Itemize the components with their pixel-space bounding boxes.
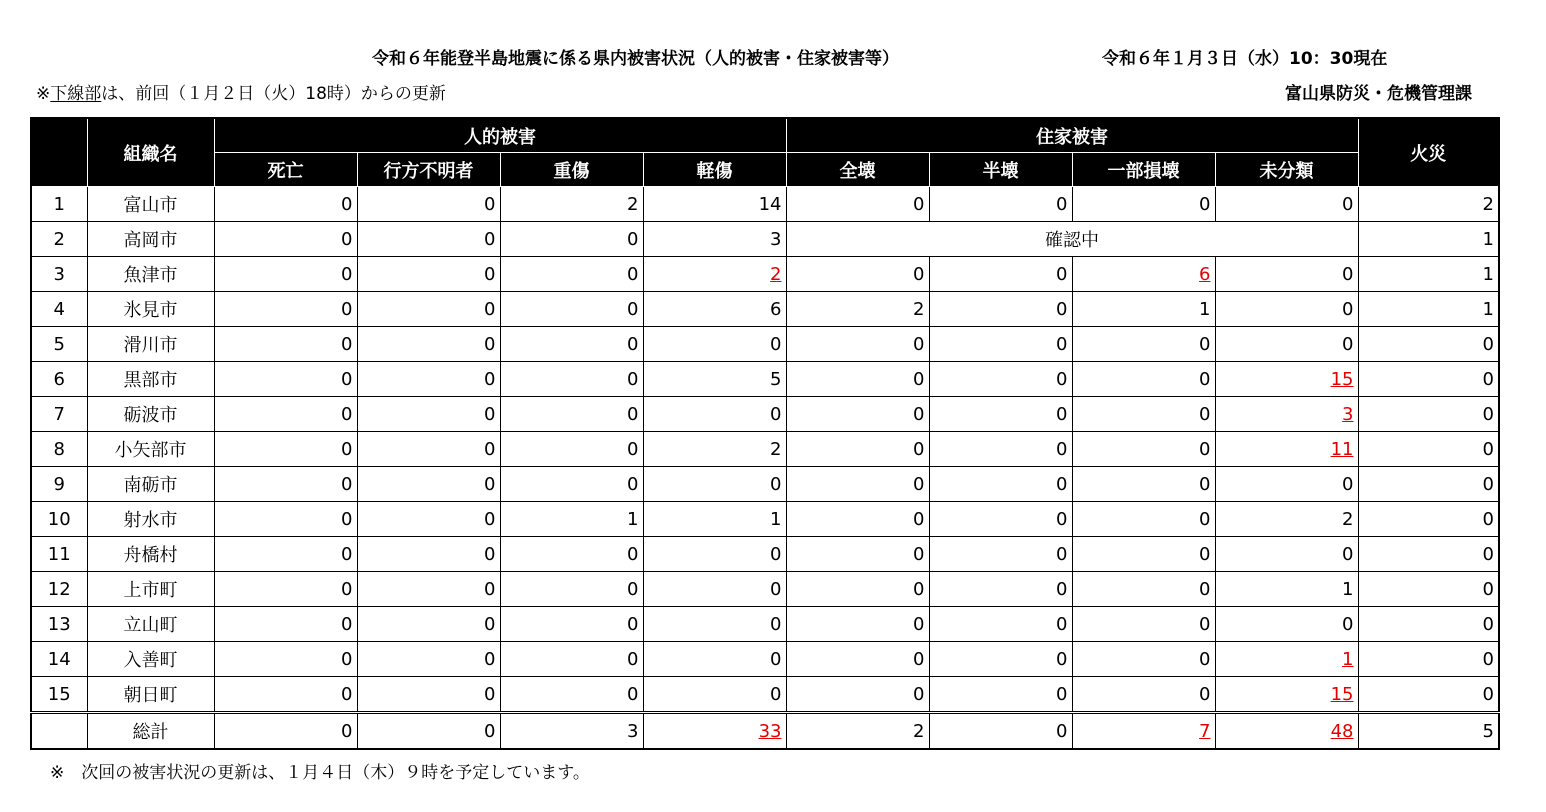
header-fire: 火災 <box>1358 118 1499 187</box>
total-collapse-value: 0 <box>786 397 929 432</box>
missing-value: 0 <box>357 537 500 572</box>
deaths-value: 0 <box>214 327 357 362</box>
municipality-name: 朝日町 <box>87 677 214 713</box>
fire-value: 0 <box>1358 432 1499 467</box>
total-collapse-value: 0 <box>786 327 929 362</box>
total-collapse-value: 0 <box>786 677 929 713</box>
half-collapse-value: 0 <box>929 537 1072 572</box>
total-half-collapse: 0 <box>929 713 1072 750</box>
fire-value: 0 <box>1358 537 1499 572</box>
missing-value: 0 <box>357 642 500 677</box>
department-name: 富山県防災・危機管理課 <box>1285 84 1472 104</box>
partial-damage-value: 0 <box>1072 327 1215 362</box>
unclassified-value <box>1215 397 1358 432</box>
fire-value: 1 <box>1358 222 1499 257</box>
minor-injury-value <box>643 257 786 292</box>
table-row <box>31 502 1499 537</box>
unclassified-value: 0 <box>1215 292 1358 327</box>
header-half-collapse: 半壊 <box>929 153 1072 187</box>
serious-injury-value: 1 <box>500 502 643 537</box>
municipality-name: 高岡市 <box>87 222 214 257</box>
fire-value: 0 <box>1358 607 1499 642</box>
municipality-name: 黒部市 <box>87 362 214 397</box>
fire-value: 0 <box>1358 572 1499 607</box>
row-number: 12 <box>31 572 87 607</box>
total-collapse-value: 2 <box>786 292 929 327</box>
row-number: 1 <box>31 187 87 222</box>
total-collapse-value: 0 <box>786 187 929 222</box>
serious-injury-value: 0 <box>500 362 643 397</box>
municipality-name: 射水市 <box>87 502 214 537</box>
table-row <box>31 222 1499 257</box>
updated-value: 11 <box>1330 438 1354 460</box>
header-org: 組織名 <box>87 118 214 187</box>
table-row <box>31 572 1499 607</box>
missing-value: 0 <box>357 677 500 713</box>
next-update-note: ※ 次回の被害状況の更新は、１月４日（木）９時を予定しています。 <box>50 763 590 783</box>
updated-value: 3 <box>1342 403 1354 425</box>
updated-value: 6 <box>1199 263 1211 285</box>
fire-value: 1 <box>1358 292 1499 327</box>
partial-damage-value: 1 <box>1072 292 1215 327</box>
missing-value: 0 <box>357 327 500 362</box>
header-serious-injury: 重傷 <box>500 153 643 187</box>
table-row <box>31 257 1499 292</box>
updated-value: 1 <box>1342 648 1354 670</box>
note-mark: ※ <box>36 84 51 104</box>
half-collapse-value: 0 <box>929 642 1072 677</box>
total-minor-injury <box>643 713 786 750</box>
missing-value: 0 <box>357 362 500 397</box>
municipality-name: 砺波市 <box>87 397 214 432</box>
missing-value: 0 <box>357 572 500 607</box>
row-number: 4 <box>31 292 87 327</box>
total-row-number <box>31 713 87 750</box>
serious-injury-value: 0 <box>500 607 643 642</box>
table-row <box>31 467 1499 502</box>
total-unclassified <box>1215 713 1358 750</box>
municipality-name: 立山町 <box>87 607 214 642</box>
partial-damage-value: 0 <box>1072 397 1215 432</box>
municipality-name: 入善町 <box>87 642 214 677</box>
unclassified-value <box>1215 677 1358 713</box>
total-partial-damage <box>1072 713 1215 750</box>
partial-damage-value <box>1072 257 1215 292</box>
header-human-damage: 人的被害 <box>214 118 786 153</box>
total-collapse-value: 0 <box>786 502 929 537</box>
header-total-collapse: 全壊 <box>786 153 929 187</box>
updated-value: 48 <box>1330 720 1354 742</box>
half-collapse-value: 0 <box>929 607 1072 642</box>
minor-injury-value: 0 <box>643 642 786 677</box>
missing-value: 0 <box>357 187 500 222</box>
row-number: 10 <box>31 502 87 537</box>
row-number: 11 <box>31 537 87 572</box>
minor-injury-value: 14 <box>643 187 786 222</box>
serious-injury-value: 0 <box>500 572 643 607</box>
damage-table <box>30 117 1500 750</box>
total-collapse-value: 0 <box>786 467 929 502</box>
note-underlined-word: 下線部 <box>50 84 102 104</box>
total-missing: 0 <box>357 713 500 750</box>
fire-value: 1 <box>1358 257 1499 292</box>
row-number: 5 <box>31 327 87 362</box>
half-collapse-value: 0 <box>929 257 1072 292</box>
header-minor-injury: 軽傷 <box>643 153 786 187</box>
total-collapse-value: 0 <box>786 642 929 677</box>
serious-injury-value: 0 <box>500 222 643 257</box>
total-deaths: 0 <box>214 713 357 750</box>
deaths-value: 0 <box>214 397 357 432</box>
deaths-value: 0 <box>214 502 357 537</box>
missing-value: 0 <box>357 467 500 502</box>
header-unclassified: 未分類 <box>1215 153 1358 187</box>
half-collapse-value: 0 <box>929 292 1072 327</box>
minor-injury-value: 6 <box>643 292 786 327</box>
row-number: 8 <box>31 432 87 467</box>
total-collapse-value: 0 <box>786 572 929 607</box>
minor-injury-value: 0 <box>643 572 786 607</box>
serious-injury-value: 2 <box>500 187 643 222</box>
total-fire: 5 <box>1358 713 1499 750</box>
table-row <box>31 292 1499 327</box>
municipality-name: 魚津市 <box>87 257 214 292</box>
total-collapse-value: 0 <box>786 607 929 642</box>
missing-value: 0 <box>357 397 500 432</box>
table-header <box>31 118 1499 187</box>
deaths-value: 0 <box>214 292 357 327</box>
half-collapse-value: 0 <box>929 432 1072 467</box>
total-collapse-value: 0 <box>786 537 929 572</box>
total-label: 総計 <box>87 713 214 750</box>
total-total-collapse: 2 <box>786 713 929 750</box>
total-serious-injury: 3 <box>500 713 643 750</box>
header-no <box>31 118 87 187</box>
update-note <box>36 79 446 104</box>
serious-injury-value: 0 <box>500 537 643 572</box>
serious-injury-value: 0 <box>500 257 643 292</box>
fire-value: 2 <box>1358 187 1499 222</box>
row-number: 9 <box>31 467 87 502</box>
partial-damage-value: 0 <box>1072 502 1215 537</box>
unclassified-value: 0 <box>1215 187 1358 222</box>
updated-value: 7 <box>1199 720 1211 742</box>
as-of-timestamp: 令和６年１月３日（水）10：30現在 <box>1102 49 1388 69</box>
missing-value: 0 <box>357 257 500 292</box>
total-collapse-value: 0 <box>786 362 929 397</box>
deaths-value: 0 <box>214 537 357 572</box>
partial-damage-value: 0 <box>1072 432 1215 467</box>
minor-injury-value: 3 <box>643 222 786 257</box>
unclassified-value: 0 <box>1215 257 1358 292</box>
updated-value: 15 <box>1330 683 1354 705</box>
municipality-name: 富山市 <box>87 187 214 222</box>
serious-injury-value: 0 <box>500 432 643 467</box>
half-collapse-value: 0 <box>929 397 1072 432</box>
half-collapse-value: 0 <box>929 502 1072 537</box>
unclassified-value: 1 <box>1215 572 1358 607</box>
minor-injury-value: 0 <box>643 397 786 432</box>
missing-value: 0 <box>357 222 500 257</box>
table-row <box>31 537 1499 572</box>
serious-injury-value: 0 <box>500 642 643 677</box>
partial-damage-value: 0 <box>1072 607 1215 642</box>
unclassified-value: 2 <box>1215 502 1358 537</box>
deaths-value: 0 <box>214 607 357 642</box>
deaths-value: 0 <box>214 257 357 292</box>
unclassified-value: 0 <box>1215 467 1358 502</box>
deaths-value: 0 <box>214 572 357 607</box>
fire-value: 0 <box>1358 677 1499 713</box>
fire-value: 0 <box>1358 502 1499 537</box>
table-row <box>31 397 1499 432</box>
half-collapse-value: 0 <box>929 327 1072 362</box>
unclassified-value: 0 <box>1215 537 1358 572</box>
unclassified-value: 0 <box>1215 327 1358 362</box>
minor-injury-value: 0 <box>643 537 786 572</box>
row-number: 6 <box>31 362 87 397</box>
serious-injury-value: 0 <box>500 677 643 713</box>
missing-value: 0 <box>357 607 500 642</box>
serious-injury-value: 0 <box>500 327 643 362</box>
fire-value: 0 <box>1358 362 1499 397</box>
header-missing: 行方不明者 <box>357 153 500 187</box>
partial-damage-value: 0 <box>1072 362 1215 397</box>
updated-value: 33 <box>758 720 782 742</box>
unclassified-value: 0 <box>1215 607 1358 642</box>
row-number: 15 <box>31 677 87 713</box>
total-row <box>31 713 1499 750</box>
fire-value: 0 <box>1358 467 1499 502</box>
header-partial-damage: 一部損壊 <box>1072 153 1215 187</box>
table-row <box>31 327 1499 362</box>
missing-value: 0 <box>357 502 500 537</box>
minor-injury-value: 2 <box>643 432 786 467</box>
row-number: 13 <box>31 607 87 642</box>
partial-damage-value: 0 <box>1072 642 1215 677</box>
table-row <box>31 642 1499 677</box>
deaths-value: 0 <box>214 222 357 257</box>
deaths-value: 0 <box>214 187 357 222</box>
updated-value: 15 <box>1330 368 1354 390</box>
minor-injury-value: 5 <box>643 362 786 397</box>
serious-injury-value: 0 <box>500 292 643 327</box>
report-title: 令和６年能登半島地震に係る県内被害状況（人的被害・住家被害等） <box>372 49 899 69</box>
unclassified-value <box>1215 642 1358 677</box>
half-collapse-value: 0 <box>929 677 1072 713</box>
note-text: は、前回（１月２日（火）18時）からの更新 <box>101 84 446 104</box>
unclassified-value <box>1215 362 1358 397</box>
half-collapse-value: 0 <box>929 572 1072 607</box>
minor-injury-value: 0 <box>643 607 786 642</box>
fire-value: 0 <box>1358 642 1499 677</box>
unclassified-value <box>1215 432 1358 467</box>
updated-value: 2 <box>770 263 782 285</box>
minor-injury-value: 0 <box>643 327 786 362</box>
minor-injury-value: 1 <box>643 502 786 537</box>
table-body <box>31 187 1499 750</box>
deaths-value: 0 <box>214 432 357 467</box>
partial-damage-value: 0 <box>1072 537 1215 572</box>
partial-damage-value: 0 <box>1072 467 1215 502</box>
municipality-name: 滑川市 <box>87 327 214 362</box>
municipality-name: 上市町 <box>87 572 214 607</box>
row-number: 14 <box>31 642 87 677</box>
serious-injury-value: 0 <box>500 467 643 502</box>
header-deaths: 死亡 <box>214 153 357 187</box>
half-collapse-value: 0 <box>929 187 1072 222</box>
deaths-value: 0 <box>214 362 357 397</box>
missing-value: 0 <box>357 432 500 467</box>
deaths-value: 0 <box>214 642 357 677</box>
row-number: 7 <box>31 397 87 432</box>
municipality-name: 南砺市 <box>87 467 214 502</box>
total-collapse-value: 0 <box>786 432 929 467</box>
table-row <box>31 432 1499 467</box>
table-row <box>31 607 1499 642</box>
fire-value: 0 <box>1358 397 1499 432</box>
missing-value: 0 <box>357 292 500 327</box>
header-house-damage: 住家被害 <box>786 118 1358 153</box>
half-collapse-value: 0 <box>929 362 1072 397</box>
municipality-name: 小矢部市 <box>87 432 214 467</box>
fire-value: 0 <box>1358 327 1499 362</box>
table-row <box>31 187 1499 222</box>
half-collapse-value: 0 <box>929 467 1072 502</box>
house-damage-status: 確認中 <box>786 222 1358 257</box>
table-row <box>31 677 1499 713</box>
total-collapse-value: 0 <box>786 257 929 292</box>
partial-damage-value: 0 <box>1072 677 1215 713</box>
minor-injury-value: 0 <box>643 467 786 502</box>
row-number: 2 <box>31 222 87 257</box>
partial-damage-value: 0 <box>1072 572 1215 607</box>
municipality-name: 氷見市 <box>87 292 214 327</box>
row-number: 3 <box>31 257 87 292</box>
table-row <box>31 362 1499 397</box>
municipality-name: 舟橋村 <box>87 537 214 572</box>
deaths-value: 0 <box>214 467 357 502</box>
partial-damage-value: 0 <box>1072 187 1215 222</box>
serious-injury-value: 0 <box>500 397 643 432</box>
minor-injury-value: 0 <box>643 677 786 713</box>
deaths-value: 0 <box>214 677 357 713</box>
